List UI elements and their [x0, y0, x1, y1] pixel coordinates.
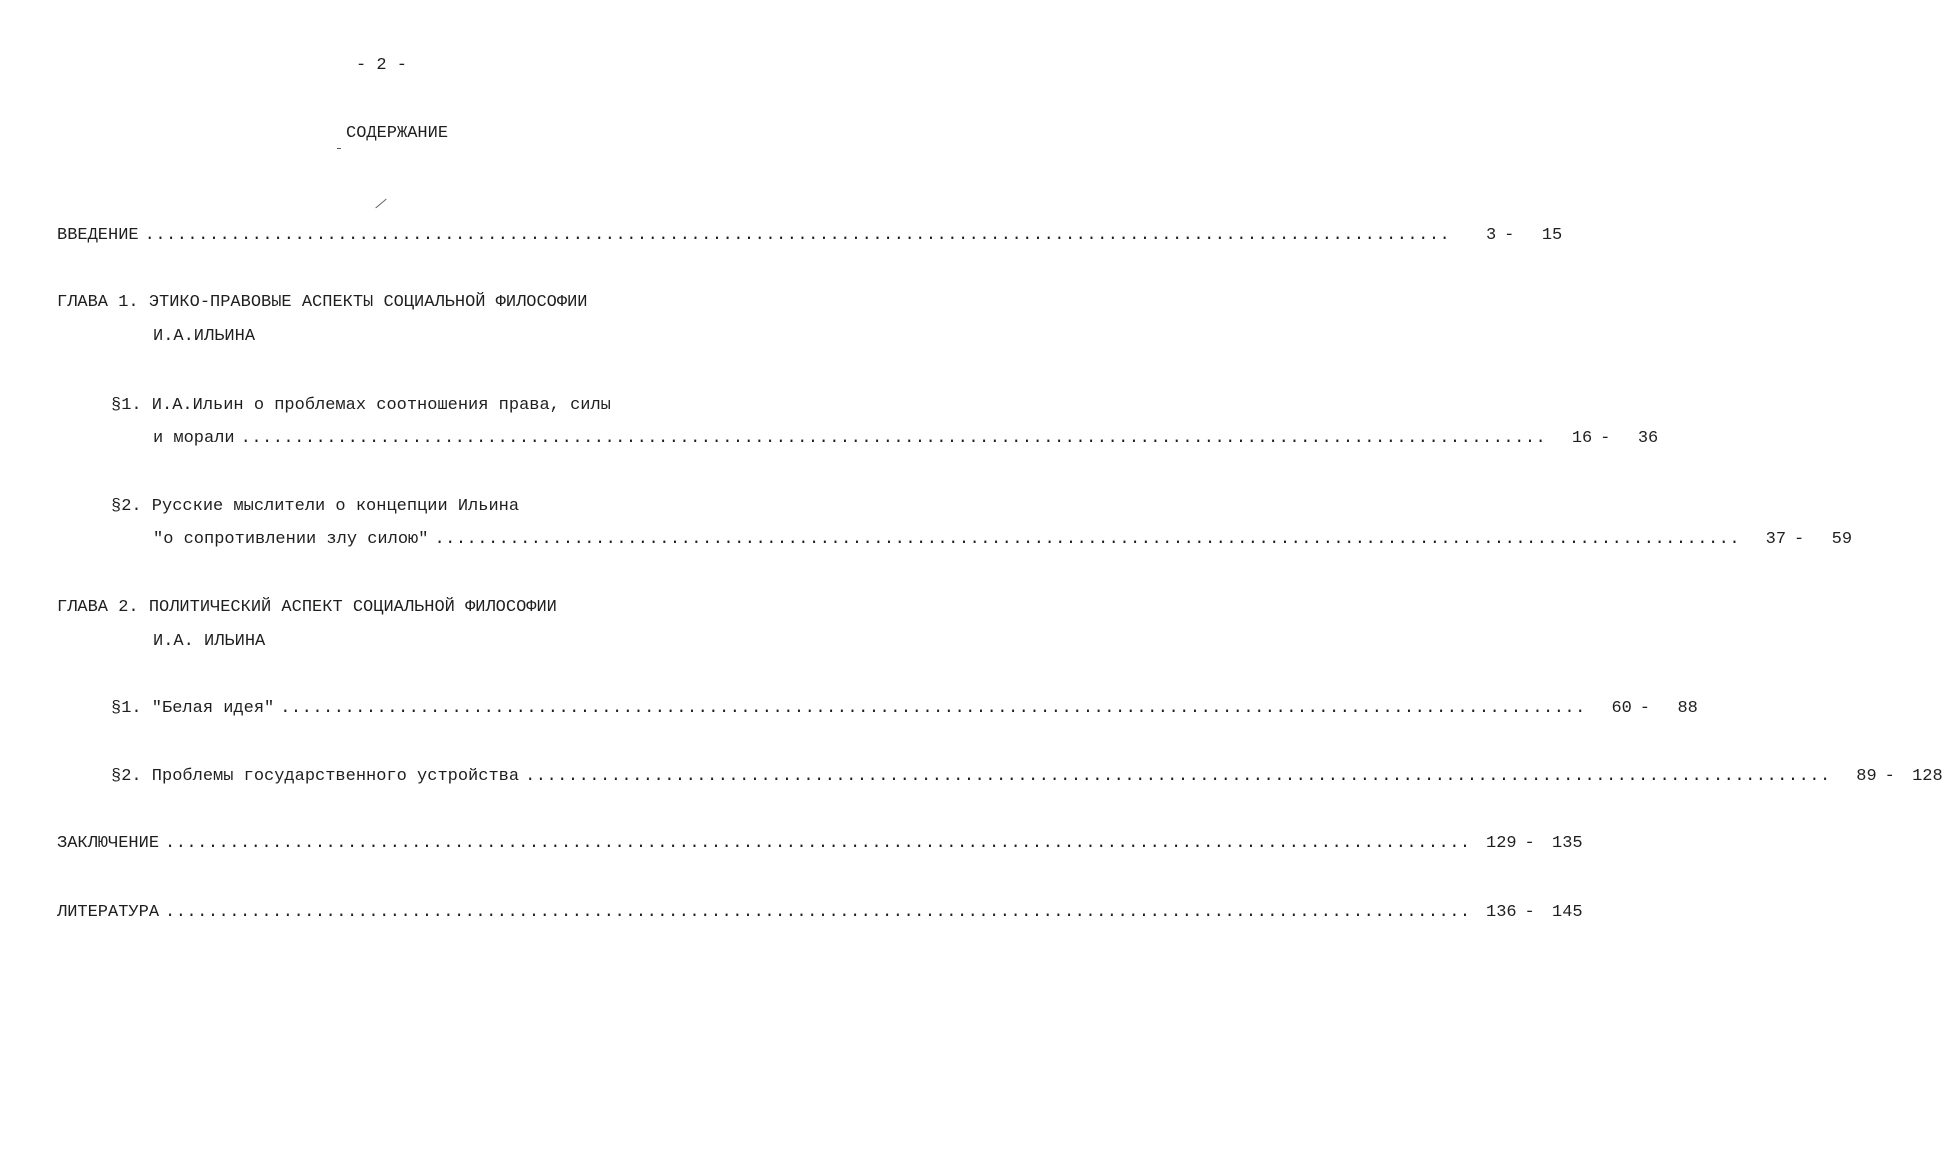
leader-dots: ..........................................................................................................................: [525, 767, 1831, 786]
page-start: 129: [1486, 834, 1517, 853]
toc-entry-literature: [57, 903, 1583, 923]
page-dash: -: [1639, 699, 1650, 718]
page-title: СОДЕРЖАНИЕ: [346, 124, 449, 143]
toc-entry-label: ЛИТЕРАТУРА: [57, 903, 160, 922]
page-dash: -: [1884, 767, 1895, 786]
page-range: [1477, 903, 1583, 923]
page-end: 145: [1552, 903, 1583, 922]
page-range: [1592, 699, 1698, 719]
page-start: 3: [1486, 226, 1497, 245]
page-start: 89: [1856, 767, 1877, 786]
page-range: [1477, 834, 1583, 854]
page-end: 59: [1831, 530, 1853, 549]
page-range: [1456, 226, 1562, 246]
page-dash: -: [1793, 530, 1805, 549]
toc-entry-section: [111, 699, 1698, 719]
toc-chapter-heading: ГЛАВА 1. ЭТИКО-ПРАВОВЫЕ АСПЕКТЫ СОЦИАЛЬНОЙ ФИЛОСОФИИ: [57, 293, 588, 312]
leader-dots: ..........................................................................................................................: [144, 226, 1451, 245]
toc-chapter-heading-continued: И.А.ИЛЬИНА: [153, 327, 256, 346]
page-dash: -: [1524, 903, 1535, 922]
leader-dots: ..........................................................................................................................: [434, 530, 1741, 549]
page-end: 135: [1552, 834, 1583, 853]
page-end: 15: [1541, 226, 1563, 245]
page-end: 88: [1677, 699, 1698, 718]
toc-chapter-heading-continued: И.А. ИЛЬИНА: [153, 632, 266, 651]
scan-mark: [375, 199, 386, 209]
page-end: 36: [1637, 429, 1659, 448]
leader-dots: ..........................................................................................................................: [280, 699, 1586, 718]
toc-entry-conclusion: [57, 834, 1583, 854]
toc-entry-label: и морали: [153, 429, 235, 448]
page-start: 136: [1486, 903, 1517, 922]
toc-section-heading: §1. И.А.Ильин о проблемах соотношения права, силы: [111, 396, 611, 415]
toc-entry-section: [153, 530, 1853, 550]
toc-section-heading: §2. Русские мыслители о концепции Ильина: [111, 497, 520, 516]
leader-dots: ..........................................................................................................................: [165, 903, 1471, 922]
page-dash: -: [1524, 834, 1535, 853]
page-start: 37: [1765, 530, 1787, 549]
toc-entry-label: §1. "Белая идея": [111, 699, 275, 718]
leader-dots: ..........................................................................................................................: [165, 834, 1471, 853]
page-range: [1746, 530, 1852, 550]
toc-entry-label: §2. Проблемы государственного устройства: [111, 767, 520, 786]
leader-dots: ..........................................................................................................................: [240, 429, 1547, 448]
page-dash: -: [1600, 429, 1611, 448]
toc-chapter-heading: ГЛАВА 2. ПОЛИТИЧЕСКИЙ АСПЕКТ СОЦИАЛЬНОЙ ФИЛОСОФИИ: [57, 598, 557, 617]
toc-entry-label: "о сопротивлении злу силою": [153, 530, 429, 549]
page-dash: -: [1504, 226, 1515, 245]
toc-entry-section: [111, 767, 1943, 787]
toc-entry-introduction: [57, 226, 1563, 246]
page-start: 16: [1571, 429, 1593, 448]
page-end: 128: [1912, 767, 1943, 786]
page-range: [1837, 767, 1943, 787]
page-number: - 2 -: [356, 56, 408, 75]
page-range: [1552, 429, 1658, 449]
scan-mark: [337, 148, 341, 149]
toc-entry-section: [153, 429, 1659, 449]
toc-entry-label: ВВЕДЕНИЕ: [57, 226, 139, 245]
page-start: 60: [1611, 699, 1632, 718]
toc-entry-label: ЗАКЛЮЧЕНИЕ: [57, 834, 160, 853]
